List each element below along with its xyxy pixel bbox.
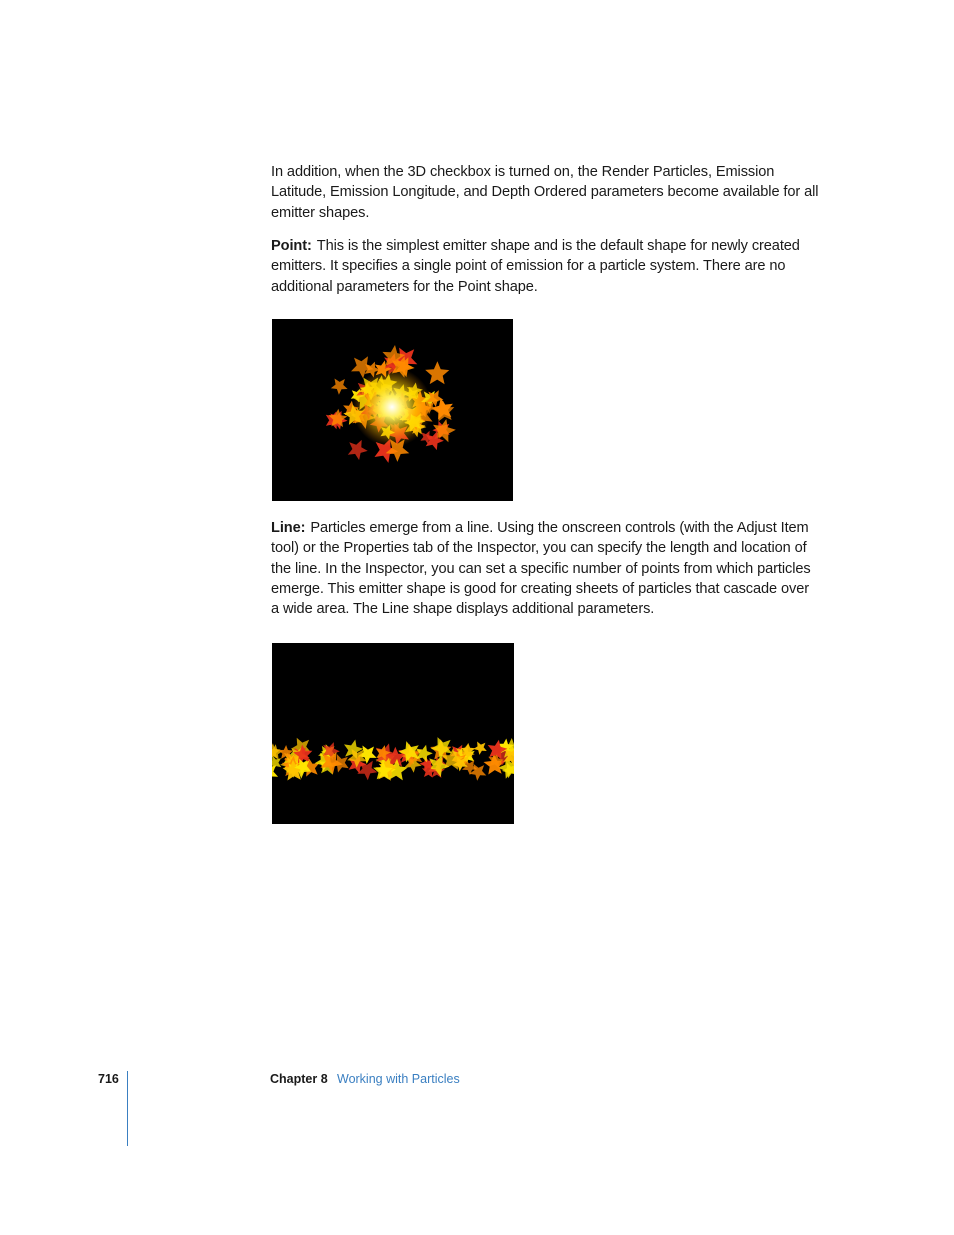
chapter-title-link[interactable]: Working with Particles — [337, 1072, 460, 1086]
star-particle — [331, 379, 348, 395]
line-paragraph — [271, 518, 819, 619]
point-term: Point: — [271, 238, 312, 254]
line-text: Particles emerge from a line. Using the onscreen controls (with the Adjust Item tool) or the Properties tab of the Inspector, you can specify the length and location of the line. In the Inspector, you can set a specific number of points from which particles emerge. This emitter shape is good for creating sheets of particles that cascade over a wide area. The Line shape displays additional parameters. — [271, 520, 811, 618]
intro-paragraph — [271, 162, 819, 223]
chapter-label: Chapter 8 — [270, 1072, 328, 1086]
intro-text: In addition, when the 3D checkbox is turned on, the Render Particles, Emission Latitude, Emission Longitude, and Depth Ordered parameters become available for all emitter shapes. — [271, 164, 819, 221]
point-emitter-figure — [272, 319, 513, 501]
line-emitter-figure — [272, 643, 514, 824]
point-paragraph — [271, 236, 819, 297]
point-particles-image — [272, 319, 513, 501]
line-particles-image — [272, 643, 514, 824]
footer-rule — [127, 1071, 128, 1146]
page-number: 716 — [98, 1072, 119, 1086]
star-particle — [473, 742, 486, 755]
star-particle — [348, 440, 368, 460]
star-particle — [425, 361, 449, 384]
line-term: Line: — [271, 520, 306, 536]
point-text: This is the simplest emitter shape and is the default shape for newly created emitters. It specifies a single point of emission for a particle system. There are no additional parameters for the Point shape. — [271, 238, 800, 295]
point-glow — [352, 367, 432, 447]
